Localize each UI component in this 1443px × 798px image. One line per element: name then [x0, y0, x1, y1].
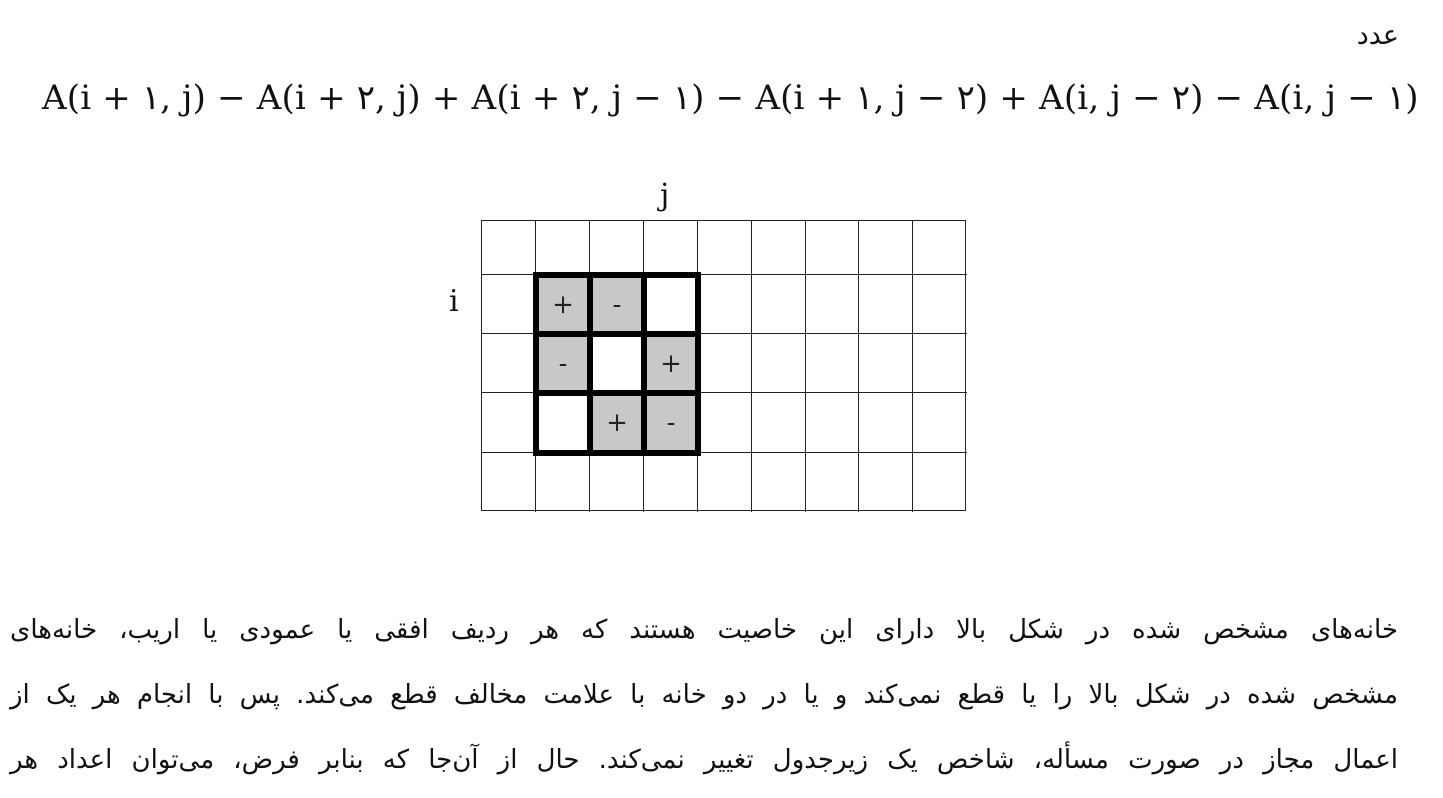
- grid-cell: [859, 221, 913, 275]
- marked-cell: +: [647, 337, 695, 390]
- grid-cell: [482, 393, 536, 453]
- grid-cell: [752, 393, 806, 453]
- grid-cell: [913, 221, 967, 275]
- grid-cell: [806, 393, 859, 453]
- grid-cell: [482, 453, 536, 512]
- column-label-j: j: [660, 178, 670, 213]
- grid-table: [481, 220, 966, 511]
- explanation-paragraph: [10, 598, 1398, 793]
- grid-cell: [644, 221, 698, 275]
- grid-cell: [644, 275, 698, 334]
- grid-cell: [536, 393, 590, 453]
- grid-cell: [698, 221, 752, 275]
- marked-cell: -: [647, 396, 695, 450]
- subgrid-divider: [641, 272, 647, 456]
- grid-cell: [806, 275, 859, 334]
- grid-cell: [698, 393, 752, 453]
- formula: A(i + ۱, j) − A(i + ۲, j) + A(i + ۲, j − ۱) − A(i + ۱, j − ۲) + A(i, j − ۲) − A(i, j − ۱): [42, 78, 1419, 118]
- subgrid-divider: [587, 272, 593, 456]
- grid-cell: [698, 453, 752, 512]
- grid-cell: [806, 453, 859, 512]
- grid-cell: [482, 221, 536, 275]
- grid-cell: [806, 221, 859, 275]
- grid-cell: [590, 334, 644, 393]
- paragraph-line-3: اعمال مجاز در صورت مسأله، شاخص یک زیرجدول تغییر نمی‌کند. حال از آن‌جا که بنابر فرض، می‌توان اعداد هر: [10, 745, 1398, 775]
- grid-cell: [859, 275, 913, 334]
- grid-cell: [806, 334, 859, 393]
- grid-cell: [752, 453, 806, 512]
- grid-cell: [913, 334, 967, 393]
- grid-cell: [536, 453, 590, 512]
- grid-cell: [859, 393, 913, 453]
- paragraph-line-1: خانه‌های مشخص شده در شکل بالا دارای این خاصیت هستند که هر ردیف افقی یا عمودی یا اریب، خانه‌های: [10, 615, 1398, 645]
- paragraph-line-2: مشخص شده در شکل بالا را یا قطع نمی‌کند و یا در دو خانه با علامت مخالف قطع می‌کند. پس با انجام هر یک از: [10, 680, 1398, 710]
- marked-cell: -: [539, 337, 587, 390]
- grid-cell: [752, 221, 806, 275]
- grid-cell: [859, 334, 913, 393]
- grid-cell: [482, 334, 536, 393]
- grid-cell: [698, 275, 752, 334]
- grid-cell: [590, 221, 644, 275]
- subgrid-divider: [533, 331, 701, 337]
- grid-cell: [913, 275, 967, 334]
- marked-cell: +: [593, 396, 641, 450]
- grid-cell: [590, 453, 644, 512]
- grid-cell: [698, 334, 752, 393]
- row-label-i: i: [449, 284, 459, 319]
- grid-cell: [644, 453, 698, 512]
- grid-cell: [859, 453, 913, 512]
- marked-cell: +: [539, 278, 587, 331]
- subgrid-divider: [533, 390, 701, 396]
- grid-cell: [752, 334, 806, 393]
- section-heading: عدد: [1356, 20, 1399, 51]
- marked-cell: -: [593, 278, 641, 331]
- grid-cell: [482, 275, 536, 334]
- grid-cell: [913, 393, 967, 453]
- grid-cell: [913, 453, 967, 512]
- grid-cell: [536, 221, 590, 275]
- grid-cell: [752, 275, 806, 334]
